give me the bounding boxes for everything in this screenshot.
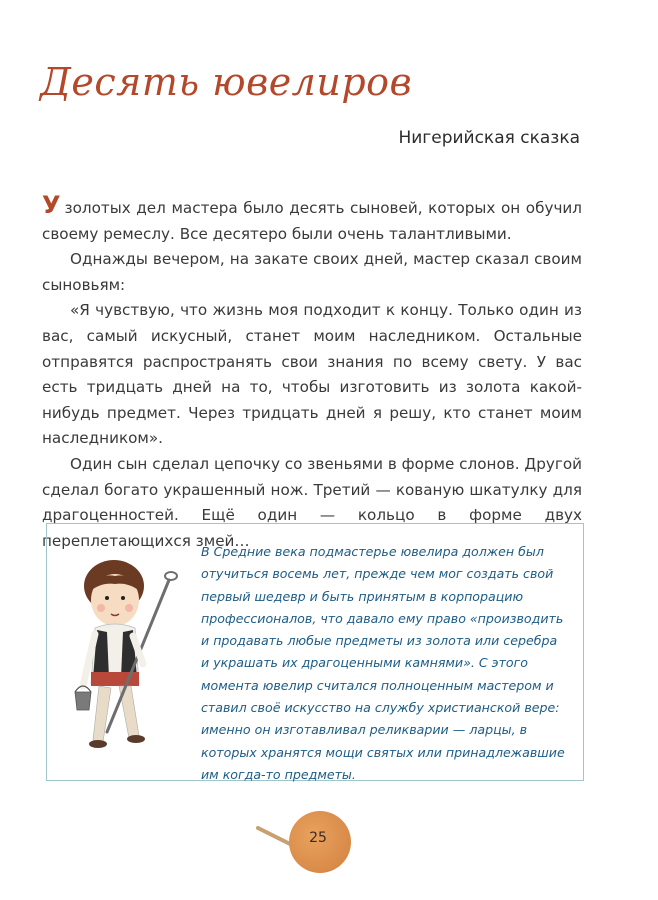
story-paragraph-3: «Я чувствую, что жизнь моя подходит к концу. Только один из вас, самый искусный, станет моим наследником. Остальные отправятся распространять свои знания по всему свету. У вас есть тридцать дней на то, чтобы изготовить из золота какой-нибудь предмет. Через тридцать дней я решу, кто станет моим наследником». [42,301,582,448]
sidebar-text: В Средние века подмастерье ювелира должен был отучиться восемь лет, прежде чем мог создать свой первый шедевр и быть принятым в корпорацию профессионалов, что давало ему право «производить и продавать любые предметы из золота или серебра и украшать их драгоценными камнями». С этого момента ювелир считался полноценным мастером и ставил своё искусство на службу христианской вере: именно он изготавливал реликварии — ларцы, в которых хранятся мощи святых или принадлежавшие им когда-то предметы. [201,544,565,782]
story-paragraph-1 [42,191,582,247]
story-paragraph-1-text: золотых дел мастера было десять сыновей, которых он обучил своему ремеслу. Все десятеро были очень талантливыми. [42,199,582,243]
story-text [42,191,582,554]
jeweler-apprentice-illustration [69,554,199,764]
story-paragraph-4: Один сын сделал цепочку со звеньями в форме слонов. Другой сделал богато украшенный нож. Третий — кованую шкатулку для драгоценностей. Ещё один — кольцо в форме двух переплетающихся змей… [42,454,582,550]
page-number: 25 [309,830,327,846]
page-subtitle: Нигерийская сказка [398,128,580,148]
drop-cap: У [42,191,61,219]
page-title: Десять ювелиров [40,60,413,104]
page-number-badge [289,811,351,873]
info-sidebar-box [46,523,584,781]
story-paragraph-2: Однажды вечером, на закате своих дней, мастер сказал своим сыновьям: [42,250,582,294]
